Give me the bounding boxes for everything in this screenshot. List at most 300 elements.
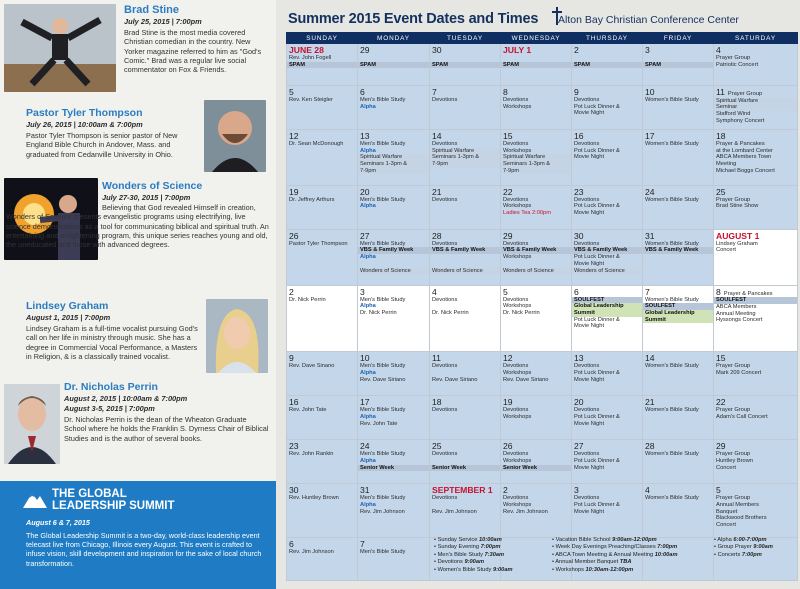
event-text: Blackwood Brothers bbox=[716, 515, 767, 522]
calendar-day bbox=[358, 44, 430, 86]
event-text bbox=[432, 502, 498, 509]
day-number: 22 bbox=[716, 397, 726, 408]
event-text: Devotions bbox=[503, 451, 529, 458]
schedule-legend bbox=[434, 537, 796, 581]
event-text: Devotions bbox=[574, 451, 600, 458]
calendar-day bbox=[430, 185, 501, 229]
day-number: 30 bbox=[574, 230, 584, 241]
calendar-day bbox=[430, 285, 501, 352]
event-text: SPAM bbox=[430, 62, 500, 69]
calendar-day bbox=[714, 229, 798, 285]
event-text: Movie Night bbox=[574, 464, 605, 471]
event-text: Devotions bbox=[432, 96, 458, 103]
event-text: Symphony Concert bbox=[716, 117, 765, 124]
event-text: Workshops bbox=[503, 502, 532, 508]
speaker-name: Lindsey Graham bbox=[26, 300, 109, 312]
speaker-name: Dr. Nicholas Perrin bbox=[64, 381, 158, 393]
event-text: Global Leadership bbox=[572, 303, 642, 310]
event-text: Global Leadership bbox=[643, 310, 713, 317]
calendar-week bbox=[287, 85, 798, 129]
calendar-day bbox=[643, 285, 714, 352]
event-text bbox=[503, 55, 569, 62]
event-text: Patriotic Concert bbox=[716, 61, 759, 68]
calendar-day bbox=[501, 484, 572, 538]
day-number: 14 bbox=[645, 353, 655, 364]
event-text: 7-9pm bbox=[430, 161, 500, 168]
calendar-day bbox=[287, 185, 358, 229]
legend-label: • Week Day Evenings Preaching/Classes bbox=[552, 544, 658, 551]
legend-label: • Sunday Evening bbox=[434, 544, 481, 551]
day-number: 28 bbox=[645, 441, 655, 452]
calendar-week bbox=[287, 484, 798, 538]
day-number: 10 bbox=[360, 353, 370, 364]
day-number: 2 bbox=[574, 45, 579, 55]
event-text: Workshops bbox=[503, 203, 532, 210]
day-number: 23 bbox=[574, 186, 584, 197]
calendar-day bbox=[572, 185, 643, 229]
event-text: Workshops bbox=[503, 254, 532, 261]
speaker-panel bbox=[0, 0, 276, 589]
calendar-day bbox=[358, 229, 430, 285]
calendar-day bbox=[430, 129, 501, 185]
event-text: at the Lombard Center bbox=[716, 147, 773, 154]
calendar-day bbox=[572, 44, 643, 86]
event-text: Alpha bbox=[360, 369, 376, 376]
event-text: Stafford Wind bbox=[716, 110, 751, 117]
event-text: VBS & Family Week bbox=[572, 247, 642, 254]
weekday-friday: FRIDAY bbox=[643, 33, 714, 44]
event-text: Men's Bible Study bbox=[360, 407, 406, 414]
event-text: Meeting bbox=[716, 161, 737, 168]
day-number: 15 bbox=[716, 353, 726, 364]
event-text: Spiritual Warfare bbox=[430, 148, 500, 155]
weekday-wednesday: WEDNESDAY bbox=[501, 33, 572, 44]
event-text: Men's Bible Study bbox=[360, 548, 406, 555]
weekday-header bbox=[287, 33, 798, 44]
event-text: Pot Luck Dinner & bbox=[574, 457, 620, 464]
legend-column bbox=[552, 537, 678, 574]
event-text: Spiritual Warfare bbox=[501, 154, 571, 161]
event-text: Rev. Dave Siriano bbox=[503, 376, 549, 383]
calendar-day bbox=[287, 285, 358, 352]
legend-label: • Alpha bbox=[714, 537, 734, 543]
event-text: ABCA Members bbox=[716, 304, 757, 311]
legend-label: • Annual Member Banquet bbox=[552, 559, 620, 566]
event-text: Senior Week bbox=[358, 465, 429, 472]
day-number: 10 bbox=[645, 86, 655, 97]
event-text: Men's Bible Study bbox=[360, 451, 406, 458]
event-text: Rev. Dave Siriano bbox=[360, 376, 406, 383]
calendar-day bbox=[287, 129, 358, 185]
event-text: Pot Luck Dinner & bbox=[574, 502, 620, 508]
event-text: Devotions bbox=[574, 96, 600, 103]
event-text: Annual Meeting bbox=[716, 310, 756, 317]
calendar-day bbox=[714, 285, 798, 352]
event-text: Workshops bbox=[503, 103, 532, 110]
calendar-panel bbox=[282, 0, 800, 589]
legend-time: 9:00am bbox=[492, 566, 513, 573]
event-text: Wonders of Science bbox=[430, 268, 500, 275]
calendar-day bbox=[572, 396, 643, 440]
tyler-thompson-photo bbox=[204, 100, 266, 172]
event-text: Women's Bible Study bbox=[645, 240, 699, 247]
event-text: Spiritual Warfare bbox=[358, 154, 429, 161]
day-number: 11 bbox=[432, 353, 441, 364]
calendar-day bbox=[572, 85, 643, 129]
legend-time: 9:00am bbox=[464, 559, 485, 566]
event-text: Movie Night bbox=[574, 376, 605, 383]
event-text: Women's Bible Study bbox=[645, 451, 699, 458]
legend-label: • Vacation Bible School bbox=[552, 537, 613, 543]
day-number: SEPTEMBER 1 bbox=[432, 485, 493, 496]
legend-time: 10:30am-12:00pm bbox=[585, 566, 634, 573]
day-number: 2 bbox=[503, 485, 508, 496]
event-text: Seminar bbox=[714, 104, 797, 111]
calendar-day bbox=[643, 85, 714, 129]
event-text: Senior Week bbox=[501, 465, 571, 472]
event-text: Huntley Brown bbox=[716, 457, 753, 464]
event-text: Devotions bbox=[432, 363, 458, 370]
calendar-week bbox=[287, 440, 798, 484]
day-number: 21 bbox=[432, 186, 442, 197]
gls-date: August 6 & 7, 2015 bbox=[26, 518, 90, 527]
day-number: JULY 1 bbox=[503, 45, 532, 55]
legend-item bbox=[552, 552, 678, 559]
event-text: Movie Night bbox=[574, 110, 605, 117]
weekday-thursday: THURSDAY bbox=[572, 33, 643, 44]
event-text: Rev. Ken Steigler bbox=[289, 96, 333, 103]
calendar-day bbox=[501, 229, 572, 285]
event-text: Concert bbox=[716, 247, 736, 254]
calendar-day bbox=[572, 352, 643, 396]
legend-item bbox=[434, 552, 513, 559]
legend-label: • Men's Bible Study bbox=[434, 551, 485, 558]
day-number: 8 bbox=[716, 286, 721, 297]
event-text: Lindsey Graham bbox=[716, 240, 758, 247]
day-number: 6 bbox=[289, 538, 294, 549]
calendar-day bbox=[287, 440, 358, 484]
calendar-day bbox=[501, 185, 572, 229]
speaker-name: Wonders of Science bbox=[102, 180, 203, 192]
event-text: Workshops bbox=[503, 147, 532, 154]
event-text: VBS & Family Week bbox=[643, 247, 713, 254]
day-number: 18 bbox=[432, 397, 442, 408]
event-text: SPAM bbox=[572, 62, 642, 69]
event-text: Senior Week bbox=[430, 465, 500, 472]
speaker-lindsey-graham bbox=[0, 294, 276, 378]
day-number: JUNE 28 bbox=[289, 45, 324, 55]
calendar-day bbox=[358, 129, 430, 185]
calendar-day bbox=[643, 229, 714, 285]
calendar-day bbox=[501, 440, 572, 484]
speaker-wonders-of-science bbox=[0, 178, 276, 294]
calendar-day bbox=[714, 85, 798, 129]
event-text: Dr. Nick Perrin bbox=[360, 310, 397, 317]
event-text: Devotions bbox=[574, 495, 600, 502]
event-text: Women's Bible Study bbox=[645, 96, 699, 103]
legend-label: • Devotions bbox=[434, 559, 465, 566]
day-number: 7 bbox=[645, 286, 650, 297]
day-number: 30 bbox=[432, 45, 442, 55]
day-number: 26 bbox=[503, 441, 513, 452]
legend-time: 9:00am-12:00pm bbox=[612, 537, 657, 543]
event-text: SPAM bbox=[358, 62, 429, 69]
calendar-week bbox=[287, 352, 798, 396]
day-number: 22 bbox=[503, 186, 513, 197]
event-text: Devotions bbox=[574, 240, 600, 247]
event-text: Movie Night bbox=[574, 508, 605, 515]
event-text: Alpha bbox=[360, 502, 376, 508]
day-number: 31 bbox=[645, 230, 655, 241]
event-text: Men's Bible Study bbox=[360, 96, 406, 103]
calendar-day bbox=[643, 484, 714, 538]
lindsey-graham-photo bbox=[206, 299, 268, 373]
day-number: 20 bbox=[574, 397, 584, 408]
calendar-week bbox=[287, 229, 798, 285]
event-text: Devotions bbox=[503, 196, 529, 203]
day-number: 8 bbox=[503, 86, 508, 97]
event-text: Michael Boggs Concert bbox=[716, 167, 775, 174]
calendar-day bbox=[643, 129, 714, 185]
calendar-week bbox=[287, 396, 798, 440]
event-text: ABCA Members Town bbox=[716, 154, 772, 161]
legend-item bbox=[714, 544, 773, 551]
event-text: Women's Bible Study bbox=[645, 495, 699, 502]
legend-item bbox=[434, 537, 513, 544]
calendar-day bbox=[358, 285, 430, 352]
legend-item bbox=[434, 559, 513, 566]
event-text: Men's Bible Study bbox=[360, 296, 406, 303]
event-text: 7-9pm bbox=[358, 168, 429, 175]
day-number: 29 bbox=[503, 230, 513, 241]
event-text: Wonders of Science bbox=[572, 268, 642, 275]
day-number: 5 bbox=[503, 286, 508, 297]
calendar-title: Summer 2015 Event Dates and Times bbox=[288, 11, 539, 27]
event-text: Workshops bbox=[503, 303, 532, 310]
calendar-day bbox=[358, 85, 430, 129]
event-text: Banquet bbox=[716, 508, 738, 515]
calendar-day bbox=[430, 484, 501, 538]
event-text: Prayer Group bbox=[716, 196, 751, 203]
event-text: Seminars 1-3pm & bbox=[358, 161, 429, 168]
gls-title-line2: LEADERSHIP SUMMIT bbox=[52, 500, 175, 512]
event-text: Rev. John Tate bbox=[360, 420, 398, 427]
legend-item bbox=[552, 567, 678, 574]
speaker-bio: Believing that God revealed Himself in creation, Wonders of Science presents evangelistic programs using electrifying, live science demonstrations as a tool for communicating biblical and spiritual truth. An entertaining and enlightening program, this unique series reaches young and old, the uneducated and those with advanced degrees. bbox=[6, 203, 269, 250]
calendar-day bbox=[358, 537, 430, 580]
event-text: Pot Luck Dinner & bbox=[574, 147, 620, 154]
day-number: 18 bbox=[716, 130, 726, 141]
speaker-tyler-thompson bbox=[0, 100, 276, 178]
event-text: SPAM bbox=[501, 62, 571, 69]
day-number: 4 bbox=[432, 286, 437, 297]
event-text bbox=[432, 370, 498, 377]
day-number: 14 bbox=[432, 130, 442, 141]
event-text bbox=[645, 55, 711, 62]
weekday-monday: MONDAY bbox=[358, 33, 430, 44]
event-text: Pastor Tyler Thompson bbox=[289, 240, 348, 247]
legend-time: 10:00am bbox=[479, 537, 502, 543]
event-text: Seminars 1-3pm & bbox=[501, 161, 571, 168]
event-text: Women's Bible Study bbox=[645, 363, 699, 370]
event-text: Devotions bbox=[432, 296, 458, 303]
event-text: Devotions bbox=[503, 296, 529, 303]
legend-item bbox=[552, 544, 678, 551]
event-text: SOULFEST bbox=[643, 303, 713, 310]
day-number: 23 bbox=[289, 441, 299, 452]
calendar-day bbox=[572, 129, 643, 185]
gls-bio: The Global Leadership Summit is a two-day, world-class leadership event telecast live from Chicago, Illinois every August. This event is crafted to infuse vision, skill development and inspiration for the sake of local church transformation. bbox=[26, 531, 262, 568]
event-text: Movie Night bbox=[574, 420, 605, 427]
calendar-day bbox=[430, 440, 501, 484]
legend-label: • Sunday Service bbox=[434, 537, 479, 543]
legend-column bbox=[714, 537, 773, 559]
calendar-day bbox=[358, 440, 430, 484]
event-text bbox=[432, 303, 498, 310]
day-number: 12 bbox=[289, 130, 299, 141]
event-text: VBS & Family Week bbox=[501, 247, 571, 254]
event-text: Ladies Tea 2:00pm bbox=[503, 210, 551, 217]
calendar-day bbox=[501, 129, 572, 185]
event-text bbox=[432, 254, 498, 261]
gls-title bbox=[52, 488, 174, 512]
event-text: Devotions bbox=[574, 196, 600, 203]
legend-time: 7:00pm bbox=[480, 544, 501, 551]
event-text: Prayer Group bbox=[716, 495, 751, 502]
summit-mountain-icon bbox=[22, 489, 48, 509]
event-text: Alpha bbox=[360, 457, 376, 464]
weekday-sunday: SUNDAY bbox=[287, 33, 358, 44]
event-text: Workshops bbox=[503, 369, 532, 376]
speaker-date: August 2, 2015 | 10:00am & 7:00pm bbox=[64, 394, 188, 403]
event-text: Prayer Group bbox=[716, 55, 751, 61]
event-text: Hyssongs Concert bbox=[716, 317, 763, 324]
event-text: Prayer & Pancakes bbox=[716, 140, 765, 147]
event-text: Annual Members bbox=[716, 502, 759, 508]
event-text: Movie Night bbox=[574, 154, 605, 161]
day-number: 27 bbox=[360, 230, 370, 241]
day-number: 16 bbox=[289, 397, 299, 408]
event-text: Devotions bbox=[503, 407, 529, 414]
event-text: Devotions bbox=[503, 96, 529, 103]
event-text: Concert bbox=[716, 464, 736, 471]
legend-item bbox=[552, 537, 678, 544]
event-text: Dr. Nick Perrin bbox=[432, 310, 469, 317]
event-calendar bbox=[286, 32, 798, 581]
day-number: 3 bbox=[360, 286, 365, 297]
weekday-tuesday: TUESDAY bbox=[430, 33, 501, 44]
event-text: Devotions bbox=[432, 495, 458, 502]
legend-time: 7:00pm bbox=[741, 551, 762, 558]
event-text: VBS & Family Week bbox=[358, 247, 429, 254]
calendar-week bbox=[287, 185, 798, 229]
day-number: 16 bbox=[574, 130, 584, 141]
calendar-day bbox=[643, 185, 714, 229]
calendar-day bbox=[501, 44, 572, 86]
legend-label: • ABCA Town Meeting & Annual Meeting bbox=[552, 551, 655, 558]
event-text: Workshops bbox=[503, 413, 532, 420]
legend-item bbox=[714, 537, 773, 544]
calendar-day bbox=[572, 229, 643, 285]
event-text: Women's Bible Study bbox=[645, 196, 699, 203]
event-text: Prayer & Pancakes bbox=[723, 290, 773, 297]
day-number: 21 bbox=[645, 397, 655, 408]
speaker-nicholas-perrin bbox=[0, 378, 276, 481]
day-number: 26 bbox=[289, 230, 299, 241]
event-text: Pot Luck Dinner & bbox=[574, 203, 620, 210]
day-number: 25 bbox=[432, 441, 442, 452]
day-number: 24 bbox=[360, 441, 370, 452]
event-text: Alpha bbox=[360, 303, 376, 310]
calendar-day bbox=[643, 44, 714, 86]
legend-time: 6:00-7:00pm bbox=[733, 537, 767, 543]
day-number: 29 bbox=[716, 441, 726, 452]
calendar-day bbox=[430, 85, 501, 129]
day-number: 2 bbox=[289, 286, 294, 297]
day-number: 19 bbox=[503, 397, 513, 408]
event-text: Devotions bbox=[432, 196, 458, 203]
event-text: Dr. Nick Perrin bbox=[289, 296, 326, 303]
brad-stine-photo bbox=[4, 4, 116, 92]
event-text: Devotions bbox=[574, 407, 600, 414]
event-text bbox=[432, 458, 498, 465]
day-number: 9 bbox=[289, 353, 294, 364]
weekday-saturday: SATURDAY bbox=[714, 33, 798, 44]
legend-time: 7:30am bbox=[484, 551, 505, 558]
calendar-day bbox=[572, 285, 643, 352]
event-text: 7-9pm bbox=[501, 168, 571, 175]
day-number: 3 bbox=[574, 485, 579, 496]
event-text: Rev. John Fogell bbox=[289, 55, 332, 61]
event-text: Devotions bbox=[432, 451, 458, 458]
day-number: 3 bbox=[645, 45, 650, 55]
event-text: Wonders of Science bbox=[501, 268, 571, 275]
legend-label: • Workshops bbox=[552, 566, 586, 573]
event-text: Rev. Huntley Brown bbox=[289, 495, 339, 502]
legend-item bbox=[434, 544, 513, 551]
calendar-day bbox=[430, 229, 501, 285]
event-text: Women's Bible Study bbox=[645, 407, 699, 414]
calendar-day bbox=[714, 440, 798, 484]
calendar-day bbox=[287, 537, 358, 580]
event-text: SOULFEST bbox=[714, 297, 797, 304]
day-number: 31 bbox=[360, 485, 370, 496]
legend-label: • Concerts bbox=[714, 551, 742, 558]
event-text: Men's Bible Study bbox=[360, 363, 406, 370]
calendar-day bbox=[643, 352, 714, 396]
calendar-day bbox=[287, 44, 358, 86]
event-text bbox=[360, 261, 427, 268]
day-number: 9 bbox=[574, 86, 579, 97]
event-text: Workshops bbox=[503, 457, 532, 464]
legend-time: TBA bbox=[619, 559, 632, 566]
calendar-day bbox=[714, 484, 798, 538]
event-text: Devotions bbox=[574, 140, 600, 147]
speaker-bio: Dr. Nicholas Perrin is the dean of the Wheaton Graduate School where he holds the Franklin S. Dyrness Chair of Biblical Studies and is the author of several books. bbox=[64, 415, 269, 443]
calendar-day bbox=[430, 44, 501, 86]
calendar-day bbox=[358, 484, 430, 538]
event-text: Summit bbox=[643, 317, 713, 324]
day-number: 17 bbox=[645, 130, 655, 141]
calendar-day bbox=[501, 285, 572, 352]
speaker-date-2: August 3-5, 2015 | 7:00pm bbox=[64, 404, 155, 413]
speaker-date: July 26, 2015 | 10:00am & 7:00pm bbox=[26, 120, 143, 129]
speaker-brad-stine bbox=[0, 0, 276, 100]
event-text: Devotions bbox=[503, 495, 529, 502]
global-leadership-summit-box bbox=[0, 481, 276, 589]
calendar-day bbox=[572, 484, 643, 538]
speaker-name: Pastor Tyler Thompson bbox=[26, 107, 143, 119]
